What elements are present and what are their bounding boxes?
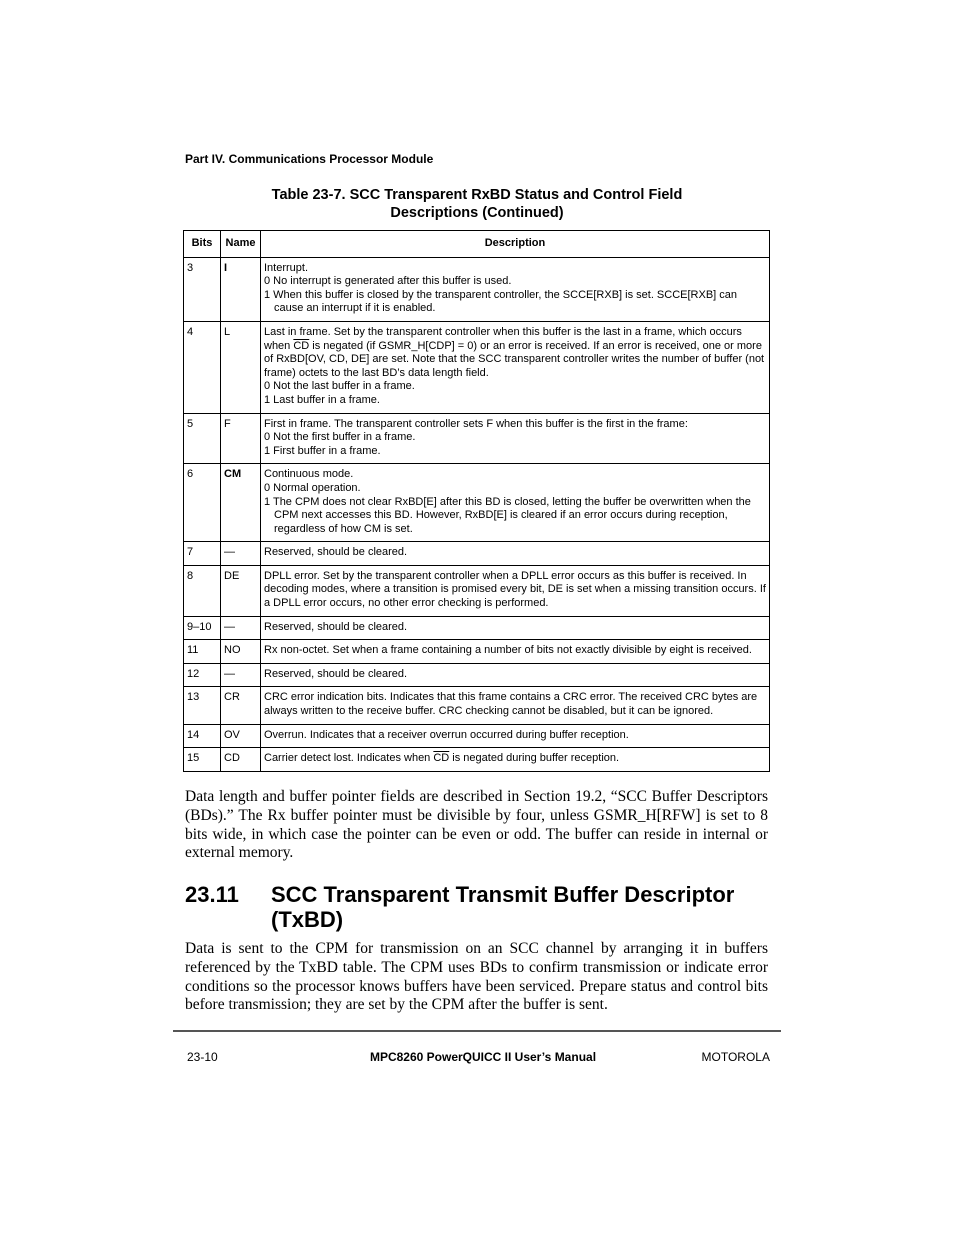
section-heading-line1 <box>185 882 785 907</box>
footer-manual-title: MPC8260 PowerQUICC II User’s Manual <box>369 1050 597 1064</box>
row-name: L <box>221 321 261 413</box>
section-title-continued: (TxBD) <box>271 907 344 932</box>
desc-option: 0 No interrupt is generated after this buffer is used. <box>264 275 512 288</box>
row-bits: 11 <box>184 640 221 664</box>
section-number: 23.11 <box>185 882 239 907</box>
row-description <box>261 464 770 542</box>
table-header-row <box>184 231 770 258</box>
table-row <box>184 542 770 566</box>
row-bits: 8 <box>184 565 221 616</box>
row-name: — <box>221 542 261 566</box>
row-description: Reserved, should be cleared. <box>261 616 770 640</box>
desc-line: Continuous mode. <box>264 468 354 481</box>
table-row <box>184 321 770 413</box>
row-description: Reserved, should be cleared. <box>261 663 770 687</box>
desc-text: is negated (if GSMR_H[CDP] = 0) or an error is received. If an error is received, one or more of RxBD[OV, CD, DE] are set. Note that the SCC transparent controller writes the number of buffer (not frame) octets to the last BD’s data length field. <box>264 339 765 379</box>
desc-option: 1 The CPM does not clear RxBD[E] after this BD is closed, letting the buffer be overwritten when the CPM next accesses this BD. However, RxBD[E] is cleared if an error occurs during reception, regardless of how CM is set. <box>264 495 751 535</box>
header-bits: Bits <box>184 231 221 258</box>
row-name: F <box>221 413 261 464</box>
desc-option: 1 When this buffer is closed by the transparent controller, the SCCE[RXB] is set. SCCE[RXB] can cause an interrupt if it is enabled. <box>264 288 738 315</box>
row-description <box>261 257 770 321</box>
row-bits: 13 <box>184 687 221 724</box>
table-caption <box>185 186 769 222</box>
footer-page-number: 23-10 <box>187 1050 218 1064</box>
table-row <box>184 565 770 616</box>
table-caption-line2: Descriptions (Continued) <box>390 205 564 221</box>
table-row <box>184 257 770 321</box>
row-description <box>261 748 770 772</box>
row-description: DPLL error. Set by the transparent controller when a DPLL error occurs as this buffer is received. In decoding modes, where a transition is promised every bit, DE is set when a missing transition occurs. If a DPLL error occurs, no other error checking is performed. <box>261 565 770 616</box>
row-description: CRC error indication bits. Indicates that this frame contains a CRC error. The received CRC bytes are always written to the receive buffer. CRC checking cannot be disabled, but it can be ignored. <box>261 687 770 724</box>
row-bits: 4 <box>184 321 221 413</box>
row-name: NO <box>221 640 261 664</box>
header-description: Description <box>261 231 770 258</box>
row-description: Reserved, should be cleared. <box>261 542 770 566</box>
row-description <box>261 413 770 464</box>
desc-line: First in frame. The transparent controller sets F when this buffer is the first in the frame: <box>264 417 688 430</box>
row-bits: 15 <box>184 748 221 772</box>
row-name: CD <box>221 748 261 772</box>
row-name: I <box>221 257 261 321</box>
row-name: DE <box>221 565 261 616</box>
cd-signal-overbar: $\overline{CD}$ <box>293 339 310 352</box>
row-description: Overrun. Indicates that a receiver overrun occurred during buffer reception. <box>261 724 770 748</box>
table-row <box>184 724 770 748</box>
row-bits: 14 <box>184 724 221 748</box>
row-bits: 9–10 <box>184 616 221 640</box>
section-heading <box>185 882 785 932</box>
table-row <box>184 616 770 640</box>
row-name: CR <box>221 687 261 724</box>
row-name: OV <box>221 724 261 748</box>
table-row <box>184 748 770 772</box>
running-head: Part IV. Communications Processor Module <box>185 152 434 166</box>
row-name: — <box>221 616 261 640</box>
table-caption-line1: Table 23-7. SCC Transparent RxBD Status and Control Field <box>271 187 683 203</box>
footer-company: MOTOROLA <box>701 1050 770 1064</box>
row-bits: 7 <box>184 542 221 566</box>
desc-option: 0 Not the last buffer in a frame. <box>264 380 415 393</box>
table-row <box>184 413 770 464</box>
row-bits: 12 <box>184 663 221 687</box>
field-description-table <box>183 230 770 772</box>
cd-signal-overbar: $\overline{CD}$ <box>433 752 450 765</box>
body-paragraph-buffer-pointer: Data length and buffer pointer fields are described in Section 19.2, “SCC Buffer Descriptors (BDs).” The Rx buffer pointer must be divisible by four, unless GSMR_H[RFW] is set to 8 bits wide, in which case the pointer can be even or odd. The buffer can reside in internal or external memory. <box>185 788 768 862</box>
section-title: SCC Transparent Transmit Buffer Descriptor <box>271 882 735 907</box>
desc-line: Interrupt. <box>264 261 309 274</box>
row-bits: 3 <box>184 257 221 321</box>
header-name: Name <box>221 231 261 258</box>
body-paragraph-txbd: Data is sent to the CPM for transmission on an SCC channel by arranging it in buffers referenced by the TxBD table. The CPM uses BDs to confirm transmission or indicate error conditions so the processor knows buffers have been serviced. Prepare status and control bits before transmission; they are set by the CPM after the buffer is sent. <box>185 940 768 1014</box>
row-name: CM <box>221 464 261 542</box>
footer-rule <box>173 1030 781 1032</box>
row-bits: 5 <box>184 413 221 464</box>
desc-option: 1 Last buffer in a frame. <box>264 393 380 406</box>
desc-text: Carrier detect lost. Indicates when <box>264 752 434 765</box>
row-name: — <box>221 663 261 687</box>
row-description <box>261 321 770 413</box>
row-description: Rx non-octet. Set when a frame containing a number of bits not exactly divisible by eight is received. <box>261 640 770 664</box>
desc-option: 0 Not the first buffer in a frame. <box>264 431 416 444</box>
desc-option: 1 First buffer in a frame. <box>264 444 381 457</box>
desc-text: is negated during buffer reception. <box>449 752 620 765</box>
table-row <box>184 663 770 687</box>
row-bits: 6 <box>184 464 221 542</box>
table-row <box>184 687 770 724</box>
table-row <box>184 640 770 664</box>
desc-option: 0 Normal operation. <box>264 481 361 494</box>
desc-line <box>264 326 766 380</box>
desc-text: Last in frame. Set by the transparent controller when this buffer is the last in a frame, which occurs when <box>264 325 742 352</box>
table-row <box>184 464 770 542</box>
